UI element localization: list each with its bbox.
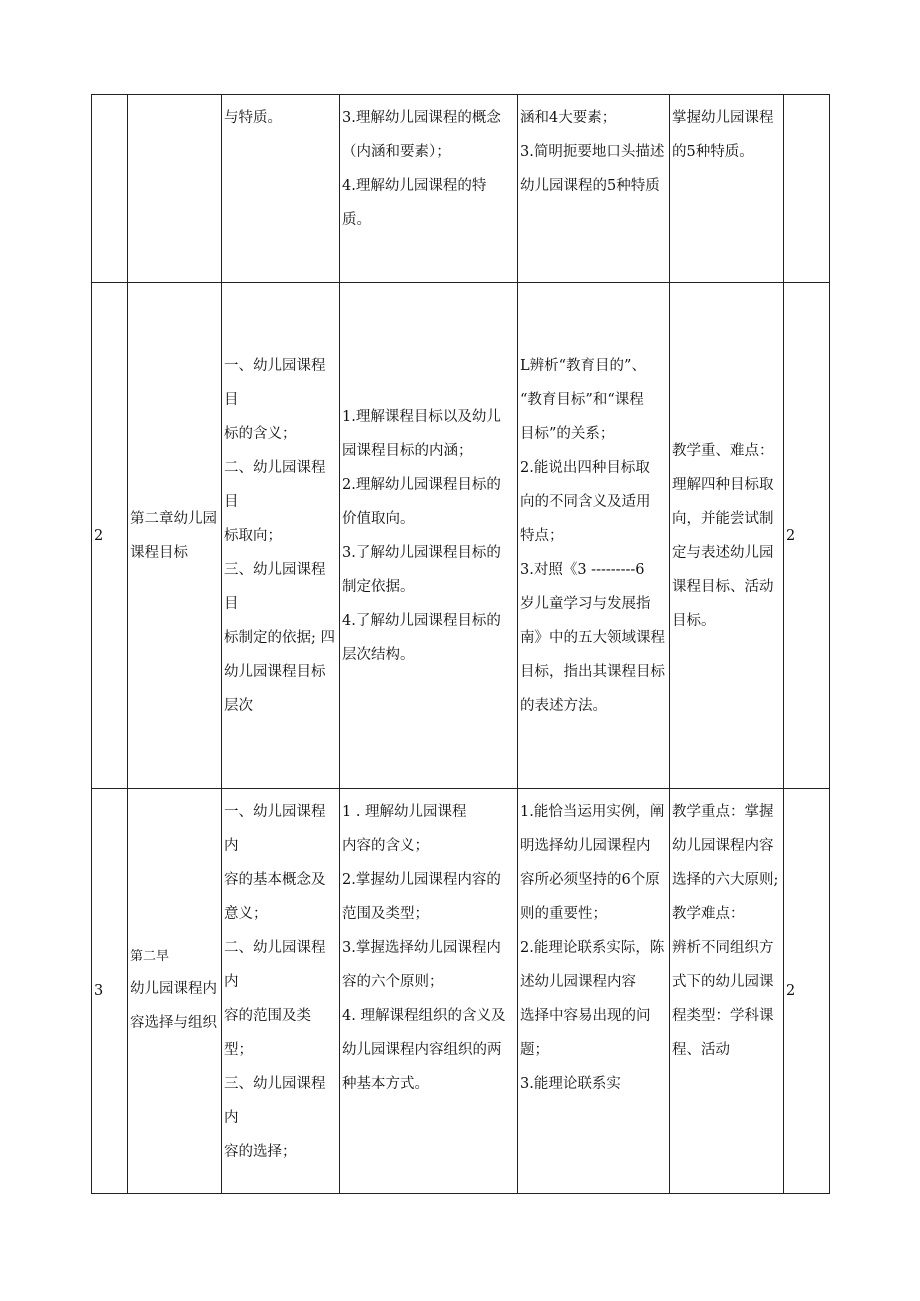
cell-line: 课程目标 <box>130 544 188 561</box>
cell-line: 向，并能尝试制 <box>672 510 774 527</box>
cell-line: L辨析“教育目的”、 <box>520 357 646 374</box>
cell-hours: 2 <box>784 283 830 789</box>
cell-line: 幼儿园课程的5种特质 <box>520 178 660 194</box>
cell-line: 3.对照《3 ---------6 <box>520 561 645 578</box>
cell-line: 选择中容易出现的问 <box>520 1008 651 1024</box>
cell-line: 2.理解幼儿园课程目标的 <box>342 476 501 493</box>
cell-line: 3.简明扼要地口头描述 <box>520 144 665 160</box>
cell-line: （内涵和要素）； <box>342 144 451 160</box>
cell-content <box>222 95 340 283</box>
cell-line: 向的不同含义及适用 <box>520 493 651 510</box>
cell-chapter <box>128 283 222 789</box>
cell-line: 制定依据。 <box>342 578 415 595</box>
cell-line: 3.理解幼儿园课程的概念 <box>342 110 501 126</box>
cell-keypoints <box>670 283 784 789</box>
cell-line: 目标”的关系； <box>520 425 615 442</box>
cell-line: 容的选择； <box>224 1144 297 1160</box>
syllabus-table <box>91 94 830 1194</box>
cell-line: “教育目标”和“课程 <box>520 391 644 408</box>
cell-line: 掌握幼儿园课程 <box>672 110 774 126</box>
cell-line: 种基本方式。 <box>342 1076 429 1092</box>
cell-number: 2 <box>92 283 128 789</box>
cell-line: 二、幼儿园课程内 <box>224 940 326 990</box>
cell-hours: 2 <box>784 789 830 1194</box>
cell-line: 第二早 <box>130 949 170 964</box>
cell-line: 意义； <box>224 906 268 922</box>
cell-line: 园课程目标的内涵； <box>342 442 473 459</box>
cell-line: 三、幼儿园课程内 <box>224 1076 326 1126</box>
cell-line: 特点； <box>520 527 564 544</box>
cell-line: 3.了解幼儿园课程目标的 <box>342 544 501 561</box>
cell-requirements <box>518 789 670 1194</box>
cell-line: 1.理解课程目标以及幼儿 <box>342 408 501 425</box>
cell-line: 4. 理解课程组织的含义及 <box>342 1008 506 1024</box>
cell-chapter <box>128 789 222 1194</box>
cell-line: 辨析不同组织方 <box>672 940 774 956</box>
cell-line: 题； <box>520 1042 549 1058</box>
cell-line: 岁儿童学习与发展指 <box>520 595 651 612</box>
cell-requirements <box>518 95 670 283</box>
cell-line: 范围及类型； <box>342 906 429 922</box>
cell-line: 与特质。 <box>224 110 282 126</box>
cell-line: 标取向； <box>224 527 282 544</box>
cell-line: 1.能恰当运用实例，阐 <box>520 804 665 820</box>
cell-line: 2.掌握幼儿园课程内容的 <box>342 872 501 888</box>
cell-line: 4.理解幼儿园课程的特质。 <box>342 178 487 228</box>
cell-line: 理解四种目标取 <box>672 476 774 493</box>
cell-line: 3.掌握选择幼儿园课程内 <box>342 940 501 956</box>
cell-line: 2.能说出四种目标取 <box>520 459 650 476</box>
table-row <box>92 283 830 789</box>
cell-line: 程类型：学科课 <box>672 1008 774 1024</box>
cell-hours <box>784 95 830 283</box>
cell-line: 标制定的依据; 四 <box>224 629 335 646</box>
cell-keypoints <box>670 789 784 1194</box>
cell-line: 课程目标、活动 <box>672 578 774 595</box>
cell-requirements <box>518 283 670 789</box>
cell-chapter <box>128 95 222 283</box>
cell-line: 第二章幼儿园 <box>130 510 217 527</box>
cell-goals <box>340 283 518 789</box>
cell-line: 程、活动 <box>672 1042 730 1058</box>
cell-content <box>222 283 340 789</box>
cell-line: 述幼儿园课程内容 <box>520 974 636 990</box>
cell-line: 三、幼儿园课程目 <box>224 561 326 612</box>
cell-number: 3 <box>92 789 128 1194</box>
cell-line: 价值取向。 <box>342 510 415 527</box>
cell-keypoints <box>670 95 784 283</box>
cell-line: 容的基本概念及 <box>224 872 326 888</box>
cell-line: 容的六个原则； <box>342 974 444 990</box>
cell-line: 层次 <box>224 697 253 714</box>
cell-line: 2.能理论联系实际，陈 <box>520 940 665 956</box>
cell-line: 教学重、难点： <box>672 442 774 459</box>
cell-line: 式下的幼儿园课 <box>672 974 774 990</box>
cell-line: 1 . 理解幼儿园课程 <box>342 804 467 820</box>
cell-line: 的表述方法。 <box>520 697 607 714</box>
cell-line: 则的重要性； <box>520 906 607 922</box>
cell-line: 层次结构。 <box>342 646 415 663</box>
cell-line: 容的范围及类型； <box>224 1008 311 1058</box>
cell-line: 一、幼儿园课程目 <box>224 357 326 408</box>
table-row <box>92 789 830 1194</box>
cell-line: 容选择与组织 <box>130 1015 217 1031</box>
cell-line: 目标，指出其课程目标 <box>520 663 665 680</box>
cell-line: 的5种特质。 <box>672 144 754 160</box>
cell-line: 教学重点：掌握 <box>672 804 774 820</box>
cell-line: 内容的含义； <box>342 838 429 854</box>
cell-goals <box>340 789 518 1194</box>
cell-line: 4.了解幼儿园课程目标的 <box>342 612 501 629</box>
cell-line: 南》中的五大领域课程 <box>520 629 665 646</box>
cell-line: 幼儿园课程目标 <box>224 663 326 680</box>
cell-line: 一、幼儿园课程内 <box>224 804 326 854</box>
cell-line: 目标。 <box>672 612 716 629</box>
cell-goals <box>340 95 518 283</box>
cell-content <box>222 789 340 1194</box>
cell-line: 定与表述幼儿园 <box>672 544 774 561</box>
cell-line: 标的含义； <box>224 425 297 442</box>
cell-line: 容所必须坚持的6个原 <box>520 872 660 888</box>
cell-line: 明选择幼儿园课程内 <box>520 838 651 854</box>
table-row <box>92 95 830 283</box>
cell-line: 3.能理论联系实 <box>520 1076 621 1092</box>
cell-line: 幼儿园课程内容组织的两 <box>342 1042 502 1058</box>
cell-line: 幼儿园课程内容 <box>672 838 774 854</box>
table-body <box>92 95 830 1194</box>
cell-line: 二、幼儿园课程目 <box>224 459 326 510</box>
cell-line: 涵和4大要素； <box>520 110 617 126</box>
cell-line: 幼儿园课程内 <box>130 981 217 997</box>
cell-line: 教学难点： <box>672 906 745 922</box>
cell-number <box>92 95 128 283</box>
cell-line: 选择的六大原则; <box>672 872 779 888</box>
